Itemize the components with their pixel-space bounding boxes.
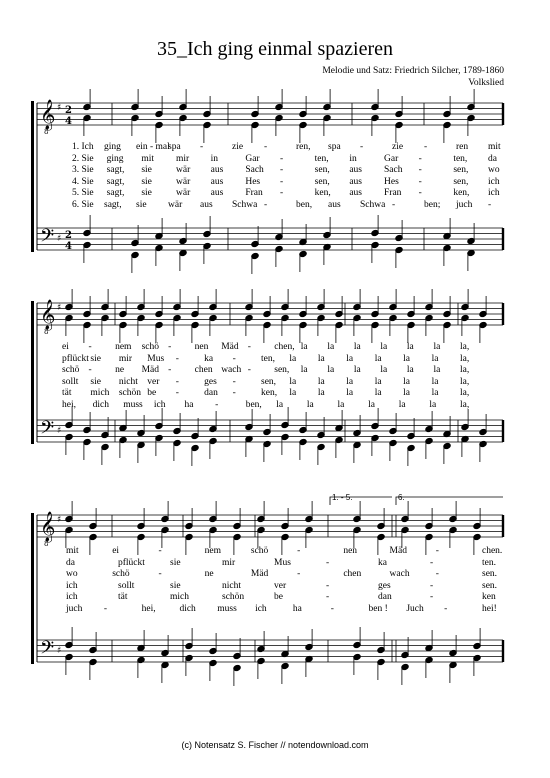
- lyric-syllable: zie: [232, 142, 244, 152]
- lyric-syllable: mit: [141, 153, 154, 164]
- lyric-syllable: la: [403, 388, 410, 398]
- lyric-syllable: sagt,: [106, 176, 125, 187]
- lyric-syllable: la: [406, 365, 414, 375]
- lyric-syllable: ka: [378, 557, 387, 568]
- lyric-syllable: 2. Sie: [72, 153, 94, 164]
- lyric-syllable: -: [232, 353, 236, 364]
- lyric-syllable: -: [215, 399, 219, 410]
- lyric-syllable: sie: [136, 199, 147, 210]
- lyric-syllable: -: [418, 188, 422, 198]
- lyric-syllable: aus: [328, 199, 341, 210]
- lyric-syllable: Fran: [384, 188, 402, 198]
- lyric-syllable: 4. Sie: [72, 176, 94, 187]
- lyric-syllable: Sach: [245, 165, 264, 175]
- lyric-syllable: sollt: [118, 580, 135, 591]
- lyric-syllable: aus: [210, 165, 224, 175]
- lyric-syllable: ten,: [314, 153, 329, 164]
- lyric-syllable: ben,: [245, 399, 262, 410]
- lyric-syllable: sen,: [274, 365, 290, 375]
- lyric-syllable: sagt,: [106, 188, 125, 198]
- system-2-bracket: [31, 301, 34, 444]
- lyric-syllable: Mus: [147, 353, 165, 364]
- lyric-syllable: -: [435, 546, 439, 556]
- lyric-syllable: Schwa: [232, 199, 258, 210]
- lyric-syllable: -: [175, 388, 179, 398]
- system-3-bass-clef-icon: 𝄢: [40, 638, 55, 663]
- lyric-syllable: la: [403, 353, 410, 364]
- lyric-syllable: hei,: [141, 603, 156, 614]
- lyric-syllable: chen: [194, 365, 213, 375]
- lyric-syllable: -: [392, 199, 396, 210]
- lyric-syllable: la,: [460, 399, 470, 410]
- lyric-syllable: -: [430, 592, 434, 602]
- lyric-syllable: chen,: [274, 342, 295, 352]
- lyric-syllable: in: [349, 153, 357, 164]
- lyric-syllable: -: [247, 342, 251, 352]
- lyric-syllable: -: [88, 342, 92, 352]
- lyric-syllable: -: [264, 142, 268, 152]
- lyric-syllable: la: [346, 353, 354, 364]
- lyric-syllable: ich: [66, 592, 78, 602]
- system-2-bass-clef-icon: 𝄢: [40, 418, 55, 443]
- lyric-syllable: sen,: [314, 176, 330, 187]
- lyric-syllable: ten.: [482, 557, 496, 568]
- lyric-syllable: hei!: [482, 603, 497, 614]
- lyric-syllable: la: [368, 399, 375, 410]
- song-title: 35_Ich ging einmal spazieren: [156, 38, 394, 60]
- lyric-syllable: la: [300, 365, 308, 375]
- lyric-syllable: la: [433, 342, 441, 352]
- lyric-syllable: -: [435, 569, 439, 579]
- lyric-syllable: aus: [210, 176, 224, 187]
- lyric-syllable: Gar: [245, 153, 260, 164]
- lyric-syllable: sen,: [453, 176, 469, 187]
- lyric-syllable: schö: [62, 365, 80, 375]
- lyric-syllable: -: [430, 580, 434, 591]
- lyric-syllable: sie: [141, 188, 152, 198]
- lyric-syllable: Gar: [384, 153, 399, 164]
- lyric-syllable: ei: [62, 342, 69, 352]
- lyric-syllable: 6. Sie: [72, 199, 94, 210]
- lyric-syllable: -: [326, 557, 330, 568]
- system-1-bass-clef-icon: 𝄢: [40, 226, 55, 251]
- lyric-syllable: hei,: [62, 399, 76, 410]
- lyric-syllable: ten,: [453, 153, 468, 164]
- lyric-syllable: -: [280, 153, 284, 164]
- volta-bracket-2: [396, 497, 503, 505]
- lyric-syllable: aus: [200, 199, 213, 210]
- lyric-syllable: ka: [204, 353, 214, 364]
- lyric-syllable: ha: [292, 603, 302, 614]
- time-sig-bottom: 4: [65, 116, 72, 127]
- lyric-syllable: la: [380, 342, 388, 352]
- lyric-syllable: Fran: [245, 188, 263, 198]
- lyric-syllable: la: [337, 399, 345, 410]
- lyric-syllable: ren: [456, 142, 469, 152]
- lyric-syllable: la: [374, 353, 382, 364]
- lyric-syllable: dan: [378, 592, 392, 602]
- lyric-syllable: la: [353, 342, 361, 352]
- lyric-syllable: -: [424, 142, 428, 152]
- lyric-syllable: -: [297, 546, 301, 556]
- lyric-syllable: la,: [460, 376, 470, 387]
- lyric-syllable: ben;: [424, 199, 441, 210]
- lyric-syllable: sie: [90, 376, 101, 387]
- lyric-syllable: la: [317, 353, 325, 364]
- lyric-syllable: ich: [488, 176, 500, 187]
- lyric-syllable: Juch: [406, 603, 424, 614]
- system-2-octave-mark: 8: [44, 328, 49, 336]
- lyric-syllable: Mäd: [141, 365, 160, 375]
- lyric-syllable: dich: [179, 603, 196, 614]
- lyric-syllable: nem: [204, 546, 222, 556]
- lyric-syllable: ren,: [296, 142, 311, 152]
- lyric-syllable: dich: [92, 399, 109, 410]
- lyric-syllable: Mäd: [389, 546, 407, 556]
- lyric-syllable: mir: [176, 153, 190, 164]
- footer-credit: (c) Notensatz S. Fischer // notendownload.com: [181, 740, 369, 750]
- lyric-syllable: -: [444, 603, 448, 614]
- lyric-syllable: wach: [389, 569, 410, 579]
- lyric-syllable: -: [418, 153, 422, 164]
- lyric-syllable: sie: [141, 176, 152, 187]
- lyric-syllable: mir: [222, 557, 236, 568]
- lyric-syllable: -: [360, 142, 364, 152]
- composer-credit: Melodie und Satz: Friedrich Silcher, 1789-1860: [322, 66, 504, 76]
- lyric-syllable: pflückt: [62, 353, 89, 364]
- lyric-syllable: dan: [204, 388, 218, 398]
- system-1-bracket: [31, 101, 34, 252]
- system-3-octave-mark: 8: [44, 540, 49, 548]
- volta-first-ending: 1. - 5.: [332, 493, 353, 502]
- lyric-syllable: la: [317, 388, 325, 398]
- lyric-syllable: schön: [222, 592, 245, 602]
- lyric-syllable: aus: [349, 188, 362, 198]
- lyric-syllable: la,: [460, 388, 470, 398]
- lyric-syllable: Mäd: [250, 569, 269, 579]
- lyric-syllable: -: [280, 165, 284, 175]
- lyric-syllable: Mäd: [221, 342, 239, 352]
- lyric-syllable: la: [406, 342, 414, 352]
- lyric-syllable: -: [158, 569, 162, 579]
- lyric-syllable: nen: [343, 546, 358, 556]
- lyric-syllable: la: [289, 388, 297, 398]
- lyric-syllable: mich: [90, 388, 110, 398]
- lyric-syllable: ver: [147, 376, 160, 387]
- lyric-syllable: tät: [62, 388, 72, 398]
- lyric-syllable: la: [346, 388, 354, 398]
- lyric-syllable: nicht: [222, 580, 241, 591]
- lyric-syllable: -: [175, 376, 179, 387]
- lyric-syllable: ben,: [296, 199, 313, 210]
- lyric-syllable: wo: [66, 569, 78, 579]
- lyric-syllable: 3. Sie: [72, 165, 94, 175]
- lyric-syllable: mit: [66, 546, 79, 556]
- lyric-syllable: -: [232, 376, 236, 387]
- time-sig-top: 2: [65, 105, 72, 116]
- lyric-syllable: sie: [170, 580, 181, 591]
- lyric-syllable: wär: [176, 165, 191, 175]
- lyric-syllable: sen,: [453, 165, 469, 175]
- lyric-syllable: sen.: [482, 580, 498, 591]
- lyric-syllable: ges: [204, 376, 217, 387]
- lyric-syllable: juch: [456, 199, 473, 210]
- lyric-syllable: muss: [123, 399, 143, 410]
- lyric-syllable: la: [289, 376, 297, 387]
- lyric-syllable: -: [297, 569, 301, 579]
- lyric-syllable: nem: [115, 342, 132, 352]
- lyric-syllable: ei: [112, 546, 120, 556]
- lyric-syllable: schö: [112, 569, 130, 579]
- system-3-treble-sharp-icon: ♯: [57, 515, 62, 525]
- lyric-syllable: ver: [274, 580, 287, 591]
- lyric-syllable: la: [398, 399, 406, 410]
- lyric-syllable: la: [300, 342, 308, 352]
- lyric-syllable: la: [374, 376, 382, 387]
- lyric-syllable: in: [210, 153, 219, 164]
- lyric-syllable: -: [200, 142, 204, 152]
- lyric-syllable: -: [330, 603, 334, 614]
- lyric-syllable: Schwa: [360, 199, 386, 210]
- lyric-syllable: la: [346, 376, 354, 387]
- lyric-syllable: wach: [221, 365, 242, 375]
- lyric-syllable: da: [66, 557, 75, 568]
- lyric-syllable: ich: [153, 399, 166, 410]
- lyric-syllable: la,: [460, 342, 470, 352]
- system-1-treble-sharp-icon: ♯: [57, 103, 62, 113]
- lyric-syllable: wär: [176, 176, 191, 187]
- lyric-syllable: mit: [488, 142, 501, 152]
- lyric-syllable: Mus: [274, 557, 291, 568]
- lyric-syllable: chen.: [482, 546, 503, 556]
- lyric-syllable: -: [264, 199, 268, 210]
- lyric-syllable: aus: [349, 165, 362, 175]
- lyric-syllable: sagt,: [106, 165, 125, 175]
- lyric-syllable: sollt: [62, 376, 79, 387]
- lyric-syllable: ich: [488, 188, 500, 198]
- system-1-treble-clef-icon: 𝄞: [40, 100, 56, 130]
- lyric-syllable: sie: [141, 165, 152, 175]
- lyric-syllable: sie: [90, 353, 101, 364]
- genre-label: Volkslied: [468, 78, 504, 88]
- lyric-syllable: nen: [194, 342, 209, 352]
- lyric-syllable: muss: [217, 603, 237, 614]
- lyric-syllable: ging: [104, 142, 121, 152]
- lyric-syllable: wo: [488, 165, 500, 175]
- lyric-syllable: -: [280, 176, 284, 187]
- system-2-treble-sharp-icon: ♯: [57, 303, 62, 313]
- lyric-syllable: sen.: [482, 569, 498, 579]
- lyric-syllable: la: [306, 399, 314, 410]
- lyric-syllable: mir: [118, 353, 133, 364]
- lyric-syllable: la: [433, 365, 441, 375]
- lyric-syllable: la: [289, 353, 297, 364]
- volta-second-ending: 6.: [398, 493, 405, 502]
- lyric-syllable: wär: [168, 199, 183, 210]
- lyric-syllable: la: [353, 365, 361, 375]
- lyric-syllable: ne: [204, 569, 214, 579]
- lyric-syllable: la: [327, 342, 335, 352]
- lyric-syllable: sen,: [261, 376, 277, 387]
- system-3-bracket: [31, 513, 34, 664]
- lyric-syllable: da: [488, 153, 497, 164]
- lyric-syllable: -: [326, 592, 330, 602]
- lyric-syllable: ken,: [314, 188, 331, 198]
- system-1-octave-mark: 8: [44, 128, 49, 136]
- lyric-syllable: la,: [460, 353, 470, 364]
- lyric-syllable: ken,: [261, 388, 278, 398]
- system-2-bass-sharp-icon: ♯: [57, 426, 62, 436]
- lyric-syllable: la,: [460, 365, 470, 375]
- system-3-bass-sharp-icon: ♯: [57, 646, 62, 656]
- lyric-syllable: la: [317, 376, 325, 387]
- lyric-syllable: ges: [378, 580, 391, 591]
- lyric-syllable: la: [327, 365, 335, 375]
- lyric-syllable: la: [380, 365, 388, 375]
- time-sig-top: 2: [65, 230, 72, 241]
- lyric-syllable: Sach: [384, 165, 403, 175]
- lyric-syllable: -: [232, 388, 236, 398]
- lyric-syllable: la: [431, 388, 439, 398]
- lyric-syllable: la: [431, 353, 439, 364]
- lyric-syllable: aus: [210, 188, 224, 198]
- lyric-syllable: spa: [168, 142, 181, 152]
- lyric-syllable: ich: [255, 603, 267, 614]
- lyric-syllable: ne: [115, 365, 125, 375]
- lyric-syllable: sie: [170, 557, 181, 568]
- lyric-syllable: sagt,: [104, 199, 122, 210]
- system-3-treble-clef-icon: 𝄞: [40, 512, 56, 542]
- lyric-syllable: la: [431, 376, 439, 387]
- lyric-syllable: ken: [482, 592, 496, 602]
- lyric-syllable: juch: [66, 603, 83, 614]
- lyric-syllable: ten,: [261, 353, 275, 364]
- lyric-syllable: aus: [349, 176, 362, 187]
- lyric-syllable: 1. Ich: [72, 142, 94, 152]
- lyric-syllable: ging: [106, 153, 124, 164]
- lyric-syllable: schön: [118, 388, 142, 398]
- lyric-syllable: ich: [66, 580, 78, 591]
- lyric-syllable: la: [429, 399, 437, 410]
- lyric-syllable: -: [488, 199, 492, 210]
- lyric-syllable: tät: [118, 592, 128, 602]
- lyric-syllable: schö: [250, 546, 269, 556]
- lyric-syllable: ben !: [368, 603, 388, 614]
- lyric-syllable: ha: [184, 399, 194, 410]
- lyric-syllable: -: [168, 342, 172, 352]
- lyric-syllable: -: [103, 603, 107, 614]
- lyric-syllable: nicht: [118, 376, 138, 387]
- lyric-syllable: ken,: [453, 188, 470, 198]
- lyric-syllable: pflückt: [118, 557, 145, 568]
- lyric-syllable: -: [430, 557, 434, 568]
- lyric-syllable: -: [418, 165, 422, 175]
- lyric-syllable: Hes: [384, 176, 399, 187]
- lyric-syllable: la: [276, 399, 284, 410]
- lyric-syllable: sen,: [314, 165, 330, 175]
- lyric-syllable: spa: [328, 142, 341, 152]
- system-1-bass-sharp-icon: ♯: [57, 234, 62, 244]
- lyric-syllable: zie: [392, 142, 404, 152]
- lyric-syllable: -: [175, 353, 179, 364]
- lyric-syllable: -: [247, 365, 251, 375]
- lyric-syllable: 5. Sie: [72, 188, 94, 198]
- lyric-syllable: ein - mal: [136, 142, 170, 152]
- time-sig-bottom: 4: [65, 241, 72, 252]
- lyric-syllable: -: [88, 365, 92, 375]
- lyric-syllable: wär: [176, 188, 191, 198]
- lyric-syllable: -: [326, 580, 330, 591]
- lyric-syllable: -: [168, 365, 172, 375]
- lyric-syllable: Hes: [245, 176, 261, 187]
- lyric-syllable: be: [147, 388, 157, 398]
- lyric-syllable: -: [280, 188, 284, 198]
- lyric-syllable: schö: [141, 342, 160, 352]
- lyric-syllable: chen: [343, 569, 362, 579]
- lyric-syllable: be: [274, 592, 283, 602]
- lyric-syllable: la: [374, 388, 382, 398]
- lyric-syllable: -: [418, 176, 422, 187]
- lyric-syllable: la: [403, 376, 410, 387]
- lyric-syllable: -: [158, 546, 162, 556]
- lyric-syllable: mich: [170, 592, 189, 602]
- system-2-treble-clef-icon: 𝄞: [40, 300, 56, 330]
